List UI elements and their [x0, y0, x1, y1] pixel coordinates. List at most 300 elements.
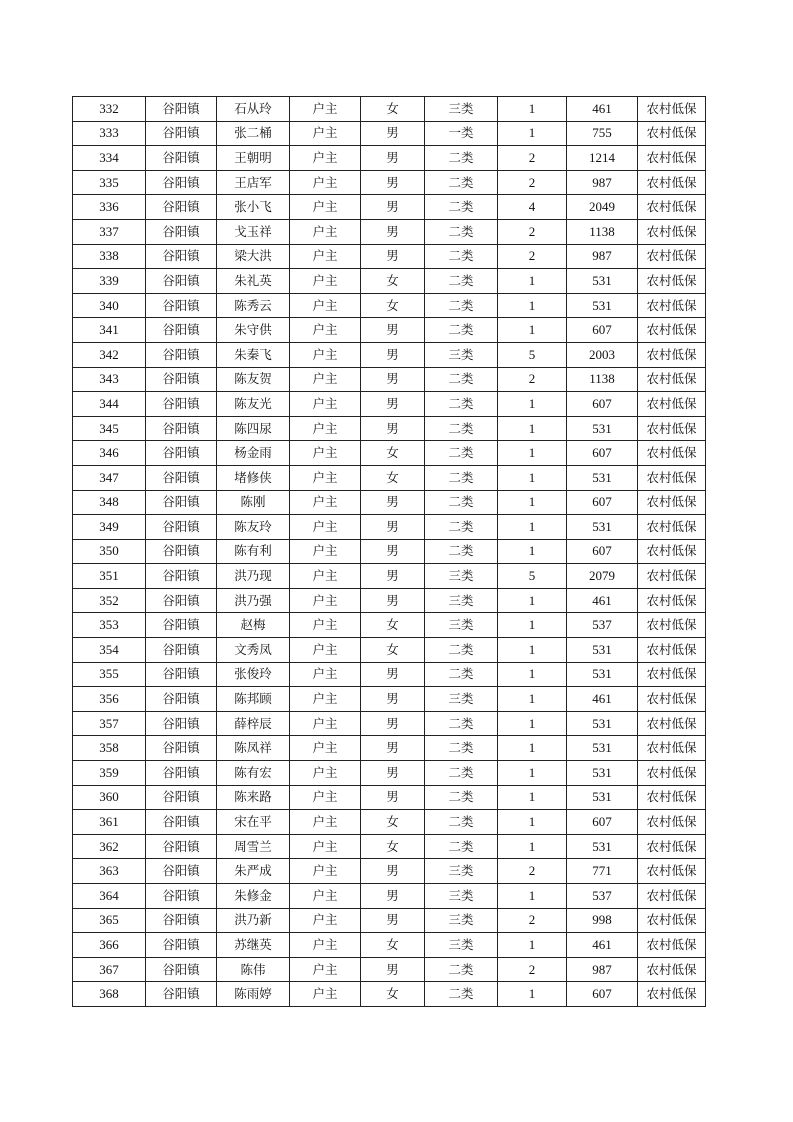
cell-amount: 607 — [567, 810, 638, 835]
cell-row-number: 348 — [73, 490, 146, 515]
cell-gender: 男 — [361, 662, 425, 687]
cell-relation: 户主 — [290, 97, 361, 122]
cell-row-number: 340 — [73, 293, 146, 318]
table-row — [73, 170, 706, 195]
cell-amount: 998 — [567, 908, 638, 933]
table-row — [73, 539, 706, 564]
cell-gender: 男 — [361, 146, 425, 171]
cell-name: 朱严成 — [217, 859, 290, 884]
cell-amount: 607 — [567, 392, 638, 417]
cell-relief-type: 农村低保 — [638, 367, 706, 392]
cell-amount: 531 — [567, 736, 638, 761]
cell-relief-type: 农村低保 — [638, 908, 706, 933]
cell-amount: 987 — [567, 244, 638, 269]
cell-row-number: 333 — [73, 121, 146, 146]
cell-name: 陈四尿 — [217, 416, 290, 441]
cell-category: 三类 — [425, 859, 498, 884]
cell-relation: 户主 — [290, 269, 361, 294]
cell-township: 谷阳镇 — [146, 416, 217, 441]
cell-amount: 531 — [567, 416, 638, 441]
cell-row-number: 349 — [73, 515, 146, 540]
table-row — [73, 884, 706, 909]
cell-relief-type: 农村低保 — [638, 834, 706, 859]
cell-name: 张二桶 — [217, 121, 290, 146]
cell-household-size: 1 — [498, 884, 567, 909]
table-row — [73, 859, 706, 884]
cell-name: 张俊玲 — [217, 662, 290, 687]
cell-township: 谷阳镇 — [146, 244, 217, 269]
cell-gender: 男 — [361, 564, 425, 589]
cell-category: 二类 — [425, 810, 498, 835]
cell-name: 陈友贺 — [217, 367, 290, 392]
cell-household-size: 2 — [498, 146, 567, 171]
cell-amount: 607 — [567, 441, 638, 466]
cell-relation: 户主 — [290, 785, 361, 810]
cell-relation: 户主 — [290, 687, 361, 712]
document-page — [72, 96, 705, 1007]
cell-gender: 男 — [361, 785, 425, 810]
cell-amount: 755 — [567, 121, 638, 146]
cell-household-size: 1 — [498, 269, 567, 294]
cell-township: 谷阳镇 — [146, 933, 217, 958]
cell-row-number: 335 — [73, 170, 146, 195]
table-row — [73, 195, 706, 220]
cell-amount: 1138 — [567, 219, 638, 244]
cell-township: 谷阳镇 — [146, 490, 217, 515]
cell-township: 谷阳镇 — [146, 859, 217, 884]
table-row — [73, 588, 706, 613]
table-row — [73, 219, 706, 244]
cell-gender: 男 — [361, 342, 425, 367]
cell-row-number: 344 — [73, 392, 146, 417]
cell-household-size: 1 — [498, 465, 567, 490]
cell-category: 二类 — [425, 785, 498, 810]
cell-amount: 607 — [567, 982, 638, 1007]
cell-relief-type: 农村低保 — [638, 269, 706, 294]
cell-name: 堵修侠 — [217, 465, 290, 490]
cell-relief-type: 农村低保 — [638, 465, 706, 490]
cell-name: 陈秀云 — [217, 293, 290, 318]
cell-township: 谷阳镇 — [146, 810, 217, 835]
cell-relation: 户主 — [290, 711, 361, 736]
cell-category: 二类 — [425, 490, 498, 515]
relief-roster-table — [72, 96, 706, 1007]
cell-relief-type: 农村低保 — [638, 638, 706, 663]
cell-relief-type: 农村低保 — [638, 342, 706, 367]
table-row — [73, 441, 706, 466]
cell-relief-type: 农村低保 — [638, 933, 706, 958]
cell-category: 二类 — [425, 736, 498, 761]
cell-amount: 531 — [567, 662, 638, 687]
cell-relief-type: 农村低保 — [638, 957, 706, 982]
cell-category: 二类 — [425, 392, 498, 417]
cell-township: 谷阳镇 — [146, 613, 217, 638]
cell-row-number: 347 — [73, 465, 146, 490]
table-row — [73, 638, 706, 663]
cell-relation: 户主 — [290, 933, 361, 958]
cell-gender: 男 — [361, 957, 425, 982]
cell-household-size: 1 — [498, 293, 567, 318]
cell-township: 谷阳镇 — [146, 834, 217, 859]
cell-row-number: 350 — [73, 539, 146, 564]
cell-name: 王店军 — [217, 170, 290, 195]
cell-relation: 户主 — [290, 342, 361, 367]
cell-relief-type: 农村低保 — [638, 441, 706, 466]
cell-household-size: 1 — [498, 736, 567, 761]
cell-township: 谷阳镇 — [146, 195, 217, 220]
cell-relation: 户主 — [290, 957, 361, 982]
cell-amount: 531 — [567, 761, 638, 786]
table-row — [73, 269, 706, 294]
cell-amount: 461 — [567, 97, 638, 122]
cell-township: 谷阳镇 — [146, 342, 217, 367]
cell-row-number: 332 — [73, 97, 146, 122]
cell-relation: 户主 — [290, 146, 361, 171]
cell-township: 谷阳镇 — [146, 367, 217, 392]
cell-township: 谷阳镇 — [146, 638, 217, 663]
table-row — [73, 982, 706, 1007]
cell-township: 谷阳镇 — [146, 711, 217, 736]
cell-name: 文秀凤 — [217, 638, 290, 663]
cell-row-number: 338 — [73, 244, 146, 269]
table-row — [73, 662, 706, 687]
table-row — [73, 515, 706, 540]
cell-row-number: 358 — [73, 736, 146, 761]
cell-gender: 女 — [361, 269, 425, 294]
cell-category: 三类 — [425, 908, 498, 933]
cell-gender: 女 — [361, 293, 425, 318]
cell-category: 二类 — [425, 982, 498, 1007]
cell-gender: 女 — [361, 97, 425, 122]
cell-township: 谷阳镇 — [146, 146, 217, 171]
cell-gender: 女 — [361, 982, 425, 1007]
cell-category: 二类 — [425, 244, 498, 269]
cell-name: 陈有利 — [217, 539, 290, 564]
cell-name: 石从玲 — [217, 97, 290, 122]
cell-relief-type: 农村低保 — [638, 662, 706, 687]
cell-relief-type: 农村低保 — [638, 859, 706, 884]
table-row — [73, 687, 706, 712]
cell-township: 谷阳镇 — [146, 441, 217, 466]
cell-amount: 771 — [567, 859, 638, 884]
table-row — [73, 711, 706, 736]
cell-household-size: 1 — [498, 638, 567, 663]
cell-row-number: 341 — [73, 318, 146, 343]
cell-gender: 男 — [361, 687, 425, 712]
cell-gender: 女 — [361, 834, 425, 859]
cell-name: 洪乃新 — [217, 908, 290, 933]
cell-household-size: 1 — [498, 711, 567, 736]
table-row — [73, 957, 706, 982]
cell-category: 二类 — [425, 957, 498, 982]
table-row — [73, 342, 706, 367]
cell-name: 薛梓辰 — [217, 711, 290, 736]
cell-relief-type: 农村低保 — [638, 736, 706, 761]
cell-amount: 461 — [567, 588, 638, 613]
cell-township: 谷阳镇 — [146, 269, 217, 294]
cell-name: 陈刚 — [217, 490, 290, 515]
cell-amount: 531 — [567, 515, 638, 540]
cell-row-number: 362 — [73, 834, 146, 859]
cell-amount: 537 — [567, 884, 638, 909]
cell-township: 谷阳镇 — [146, 219, 217, 244]
cell-name: 朱礼英 — [217, 269, 290, 294]
cell-township: 谷阳镇 — [146, 884, 217, 909]
cell-category: 二类 — [425, 318, 498, 343]
cell-relief-type: 农村低保 — [638, 490, 706, 515]
cell-category: 二类 — [425, 293, 498, 318]
cell-relief-type: 农村低保 — [638, 515, 706, 540]
table-row — [73, 293, 706, 318]
cell-amount: 531 — [567, 785, 638, 810]
cell-category: 一类 — [425, 121, 498, 146]
cell-amount: 607 — [567, 318, 638, 343]
cell-name: 杨金雨 — [217, 441, 290, 466]
cell-relief-type: 农村低保 — [638, 564, 706, 589]
cell-category: 二类 — [425, 441, 498, 466]
cell-category: 二类 — [425, 416, 498, 441]
cell-amount: 531 — [567, 711, 638, 736]
cell-gender: 男 — [361, 244, 425, 269]
cell-household-size: 1 — [498, 933, 567, 958]
cell-relief-type: 农村低保 — [638, 244, 706, 269]
cell-township: 谷阳镇 — [146, 97, 217, 122]
cell-township: 谷阳镇 — [146, 121, 217, 146]
cell-gender: 男 — [361, 884, 425, 909]
cell-relation: 户主 — [290, 465, 361, 490]
cell-relief-type: 农村低保 — [638, 761, 706, 786]
cell-row-number: 364 — [73, 884, 146, 909]
cell-relation: 户主 — [290, 441, 361, 466]
cell-township: 谷阳镇 — [146, 170, 217, 195]
cell-relief-type: 农村低保 — [638, 785, 706, 810]
cell-gender: 女 — [361, 613, 425, 638]
cell-category: 二类 — [425, 834, 498, 859]
cell-household-size: 1 — [498, 613, 567, 638]
cell-amount: 531 — [567, 834, 638, 859]
cell-household-size: 1 — [498, 588, 567, 613]
cell-gender: 男 — [361, 170, 425, 195]
cell-gender: 男 — [361, 736, 425, 761]
cell-amount: 461 — [567, 687, 638, 712]
cell-relief-type: 农村低保 — [638, 219, 706, 244]
cell-gender: 女 — [361, 441, 425, 466]
cell-relation: 户主 — [290, 564, 361, 589]
table-row — [73, 244, 706, 269]
cell-relation: 户主 — [290, 859, 361, 884]
cell-row-number: 334 — [73, 146, 146, 171]
cell-relief-type: 农村低保 — [638, 121, 706, 146]
cell-household-size: 1 — [498, 318, 567, 343]
table-row — [73, 564, 706, 589]
cell-household-size: 1 — [498, 662, 567, 687]
cell-township: 谷阳镇 — [146, 318, 217, 343]
cell-name: 陈友光 — [217, 392, 290, 417]
cell-township: 谷阳镇 — [146, 392, 217, 417]
cell-township: 谷阳镇 — [146, 465, 217, 490]
cell-row-number: 367 — [73, 957, 146, 982]
cell-row-number: 352 — [73, 588, 146, 613]
cell-relief-type: 农村低保 — [638, 195, 706, 220]
cell-category: 二类 — [425, 269, 498, 294]
cell-relation: 户主 — [290, 908, 361, 933]
cell-row-number: 361 — [73, 810, 146, 835]
cell-gender: 男 — [361, 490, 425, 515]
table-row — [73, 761, 706, 786]
table-row — [73, 490, 706, 515]
cell-relation: 户主 — [290, 884, 361, 909]
cell-amount: 987 — [567, 957, 638, 982]
cell-row-number: 366 — [73, 933, 146, 958]
cell-row-number: 363 — [73, 859, 146, 884]
cell-household-size: 1 — [498, 761, 567, 786]
cell-name: 宋在平 — [217, 810, 290, 835]
cell-gender: 男 — [361, 416, 425, 441]
cell-name: 苏继英 — [217, 933, 290, 958]
cell-row-number: 368 — [73, 982, 146, 1007]
cell-household-size: 1 — [498, 97, 567, 122]
cell-gender: 男 — [361, 195, 425, 220]
cell-name: 陈凤祥 — [217, 736, 290, 761]
table-row — [73, 736, 706, 761]
cell-household-size: 1 — [498, 441, 567, 466]
cell-row-number: 365 — [73, 908, 146, 933]
cell-relation: 户主 — [290, 392, 361, 417]
cell-household-size: 2 — [498, 367, 567, 392]
cell-category: 三类 — [425, 933, 498, 958]
cell-category: 二类 — [425, 638, 498, 663]
cell-name: 戈玉祥 — [217, 219, 290, 244]
cell-township: 谷阳镇 — [146, 761, 217, 786]
cell-name: 陈伟 — [217, 957, 290, 982]
cell-category: 三类 — [425, 97, 498, 122]
table-row — [73, 465, 706, 490]
table-row — [73, 785, 706, 810]
cell-row-number: 356 — [73, 687, 146, 712]
cell-amount: 531 — [567, 638, 638, 663]
cell-relief-type: 农村低保 — [638, 810, 706, 835]
cell-relation: 户主 — [290, 810, 361, 835]
cell-household-size: 2 — [498, 170, 567, 195]
cell-relation: 户主 — [290, 515, 361, 540]
cell-gender: 男 — [361, 761, 425, 786]
cell-name: 洪乃现 — [217, 564, 290, 589]
cell-relation: 户主 — [290, 490, 361, 515]
cell-household-size: 1 — [498, 121, 567, 146]
cell-row-number: 343 — [73, 367, 146, 392]
cell-category: 二类 — [425, 146, 498, 171]
cell-relation: 户主 — [290, 834, 361, 859]
cell-category: 三类 — [425, 613, 498, 638]
table-row — [73, 367, 706, 392]
cell-amount: 531 — [567, 269, 638, 294]
cell-row-number: 360 — [73, 785, 146, 810]
cell-township: 谷阳镇 — [146, 785, 217, 810]
cell-gender: 男 — [361, 908, 425, 933]
cell-household-size: 2 — [498, 957, 567, 982]
cell-household-size: 2 — [498, 244, 567, 269]
cell-gender: 女 — [361, 810, 425, 835]
cell-category: 二类 — [425, 219, 498, 244]
table-body — [73, 97, 706, 1007]
cell-gender: 男 — [361, 539, 425, 564]
cell-row-number: 339 — [73, 269, 146, 294]
cell-relation: 户主 — [290, 244, 361, 269]
cell-township: 谷阳镇 — [146, 908, 217, 933]
cell-household-size: 5 — [498, 564, 567, 589]
cell-gender: 女 — [361, 638, 425, 663]
cell-relief-type: 农村低保 — [638, 711, 706, 736]
cell-relief-type: 农村低保 — [638, 982, 706, 1007]
cell-amount: 987 — [567, 170, 638, 195]
cell-name: 周雪兰 — [217, 834, 290, 859]
cell-gender: 男 — [361, 711, 425, 736]
table-row — [73, 834, 706, 859]
cell-name: 陈友玲 — [217, 515, 290, 540]
cell-amount: 461 — [567, 933, 638, 958]
cell-relief-type: 农村低保 — [638, 97, 706, 122]
cell-household-size: 1 — [498, 490, 567, 515]
cell-row-number: 351 — [73, 564, 146, 589]
cell-relief-type: 农村低保 — [638, 687, 706, 712]
cell-amount: 2003 — [567, 342, 638, 367]
cell-township: 谷阳镇 — [146, 293, 217, 318]
cell-name: 张小飞 — [217, 195, 290, 220]
cell-gender: 男 — [361, 318, 425, 343]
cell-row-number: 336 — [73, 195, 146, 220]
cell-relation: 户主 — [290, 367, 361, 392]
cell-gender: 男 — [361, 392, 425, 417]
cell-relief-type: 农村低保 — [638, 392, 706, 417]
cell-household-size: 1 — [498, 515, 567, 540]
cell-category: 三类 — [425, 564, 498, 589]
cell-name: 朱秦飞 — [217, 342, 290, 367]
cell-household-size: 2 — [498, 219, 567, 244]
cell-township: 谷阳镇 — [146, 982, 217, 1007]
cell-relief-type: 农村低保 — [638, 884, 706, 909]
cell-household-size: 1 — [498, 834, 567, 859]
cell-category: 三类 — [425, 588, 498, 613]
table-row — [73, 392, 706, 417]
cell-category: 二类 — [425, 761, 498, 786]
table-row — [73, 613, 706, 638]
cell-row-number: 342 — [73, 342, 146, 367]
table-row — [73, 416, 706, 441]
cell-category: 二类 — [425, 195, 498, 220]
cell-gender: 男 — [361, 367, 425, 392]
cell-gender: 男 — [361, 121, 425, 146]
table-row — [73, 318, 706, 343]
cell-name: 陈雨婷 — [217, 982, 290, 1007]
cell-household-size: 1 — [498, 416, 567, 441]
cell-relation: 户主 — [290, 219, 361, 244]
cell-amount: 607 — [567, 490, 638, 515]
table-row — [73, 97, 706, 122]
cell-name: 陈来路 — [217, 785, 290, 810]
cell-township: 谷阳镇 — [146, 515, 217, 540]
cell-household-size: 4 — [498, 195, 567, 220]
cell-relation: 户主 — [290, 761, 361, 786]
table-row — [73, 810, 706, 835]
cell-category: 三类 — [425, 884, 498, 909]
cell-name: 陈邦顾 — [217, 687, 290, 712]
cell-household-size: 2 — [498, 908, 567, 933]
cell-name: 陈有宏 — [217, 761, 290, 786]
cell-category: 二类 — [425, 662, 498, 687]
cell-row-number: 357 — [73, 711, 146, 736]
cell-household-size: 1 — [498, 982, 567, 1007]
cell-relief-type: 农村低保 — [638, 613, 706, 638]
